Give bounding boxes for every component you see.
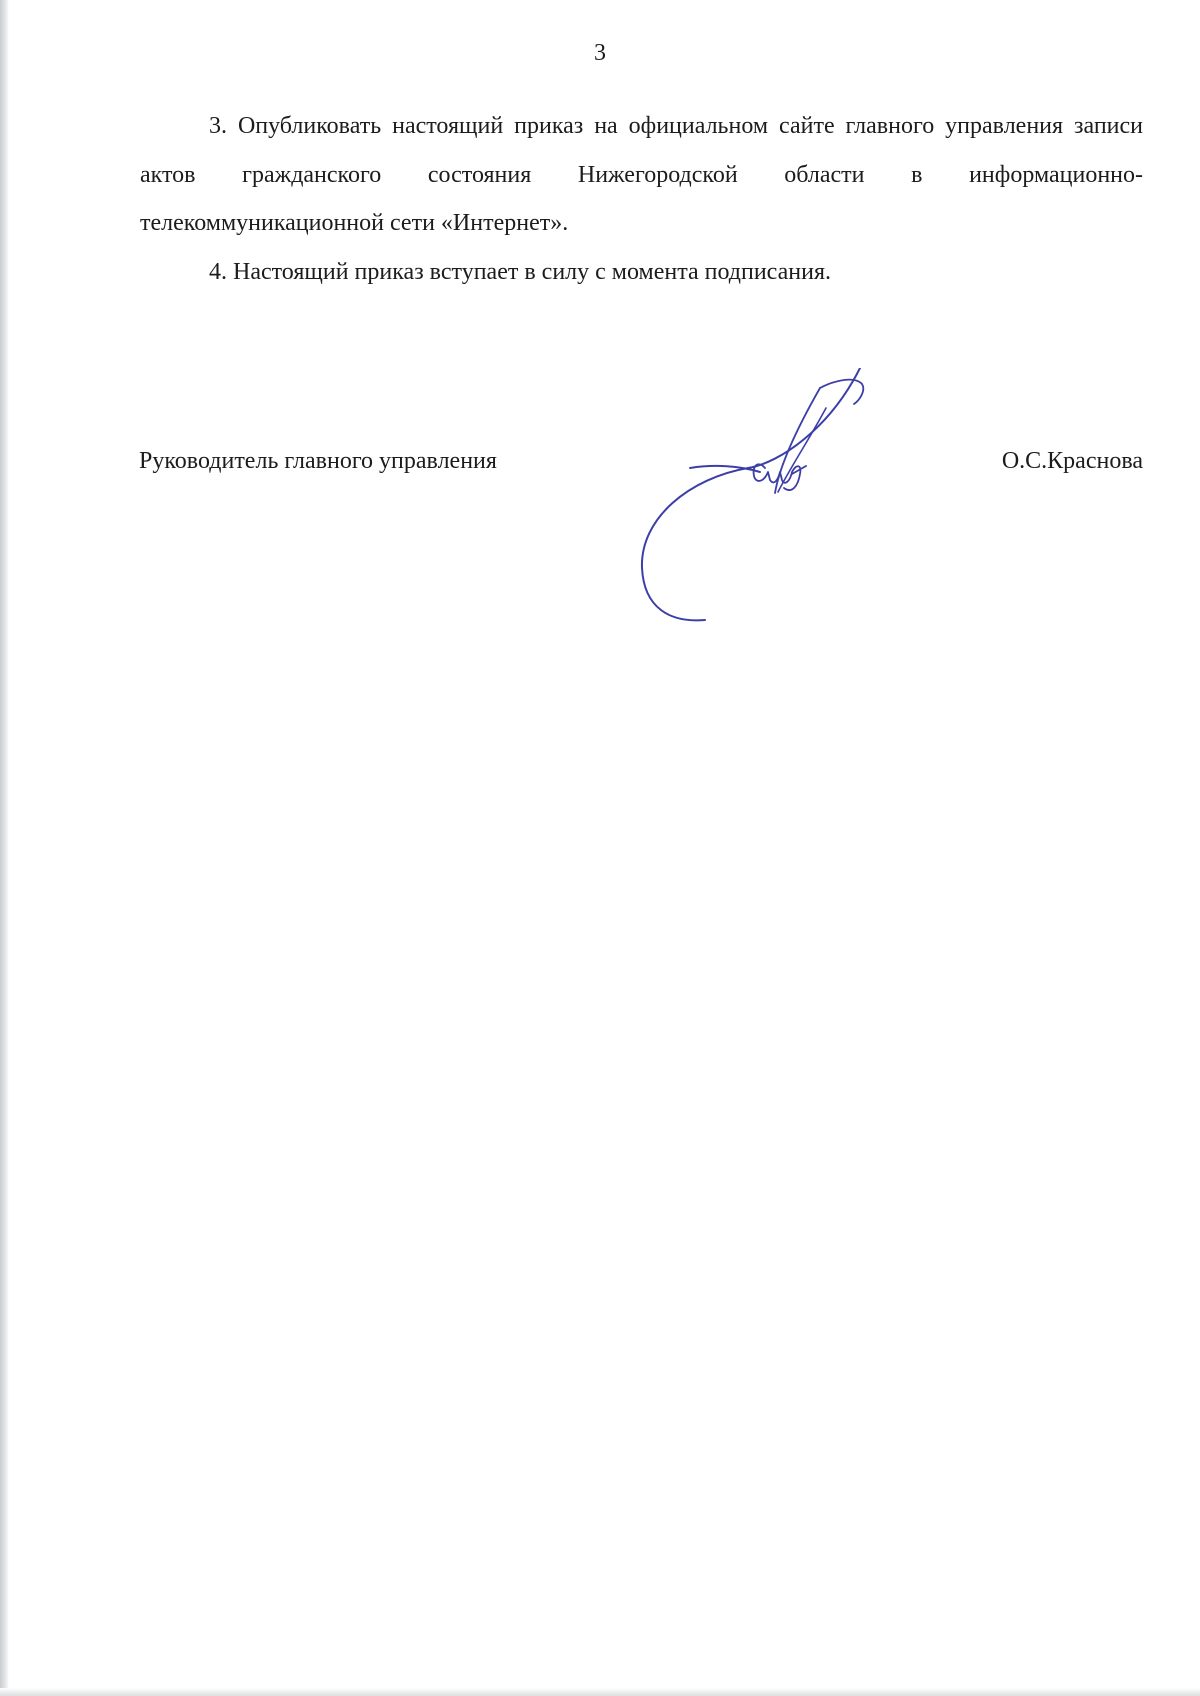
paragraph-4: 4. Настоящий приказ вступает в силу с момента подписания. (209, 258, 832, 285)
signer-title: Руководитель главного управления (139, 448, 497, 474)
document-body (140, 102, 1143, 296)
handwritten-signature (630, 368, 920, 630)
signature-stroke-letters (754, 464, 806, 490)
page-number: 3 (594, 40, 606, 66)
scan-bottom-edge (0, 1688, 1200, 1696)
signature-stroke-main (642, 368, 860, 620)
signer-name: О.С.Краснова (1001, 448, 1143, 474)
scan-left-edge (0, 0, 9, 1696)
paragraph-3: 3. Опубликовать настоящий приказ на официальном сайте главного управления записи актов гражданского состояния Нижегородской области в информационно-телекоммуникационной сети «Интернет». (140, 113, 1143, 236)
